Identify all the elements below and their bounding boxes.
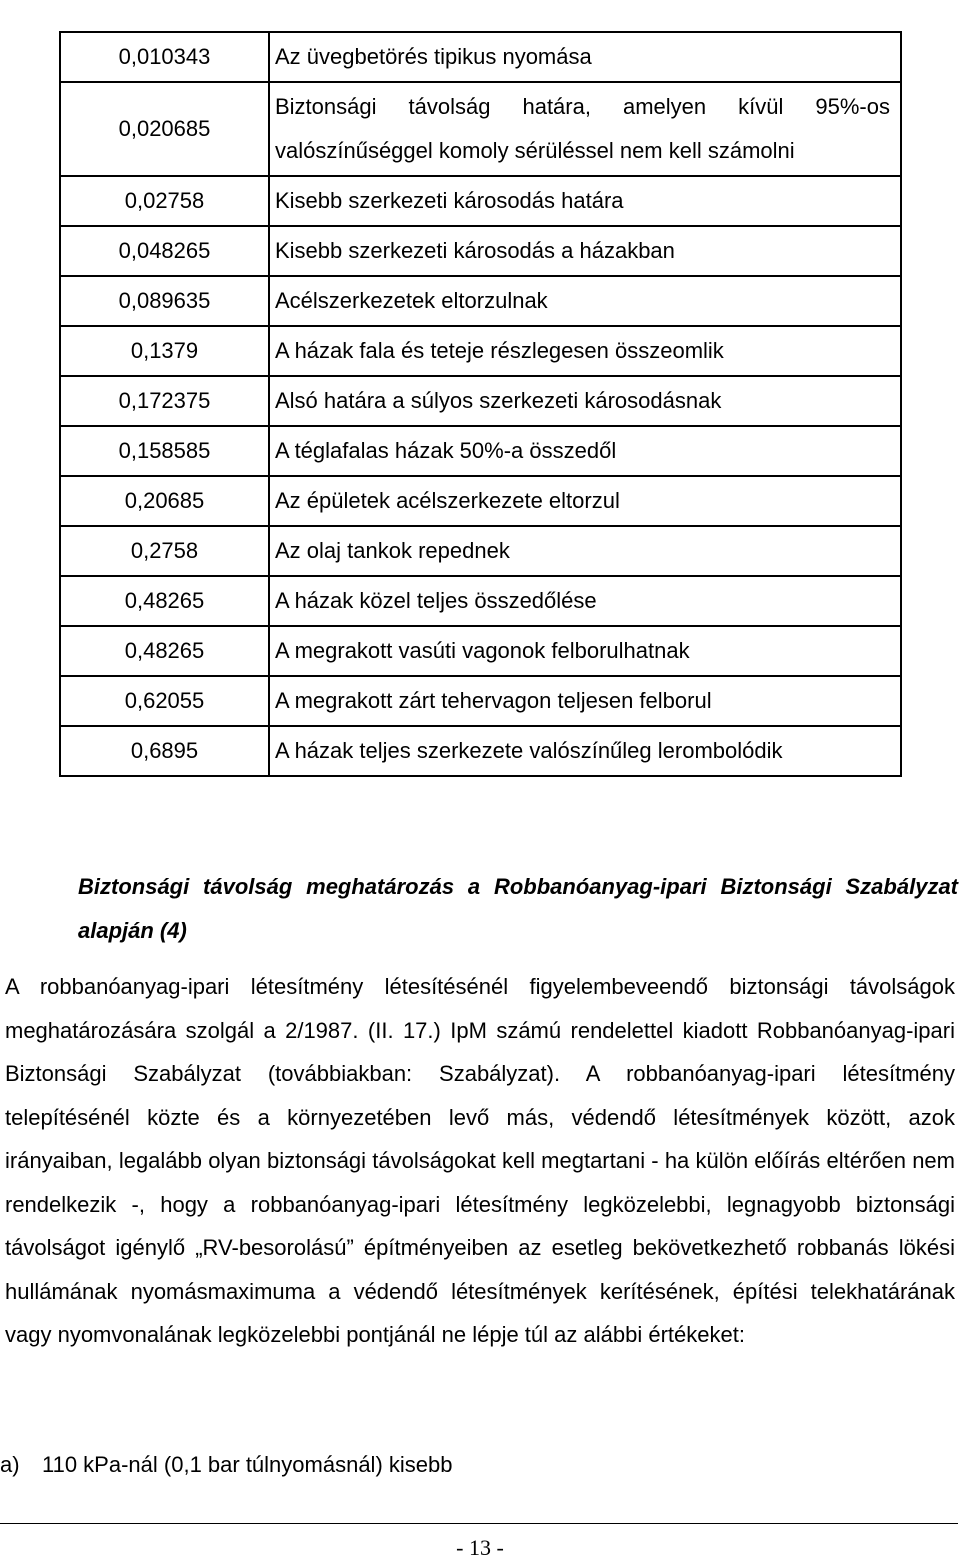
effect-description-cell: A házak fala és teteje részlegesen összeomlik xyxy=(269,326,901,376)
section-heading: Biztonsági távolság meghatározás a Robbanóanyag-ipari Biztonsági Szabályzat alapján (4) xyxy=(78,874,958,943)
table-row xyxy=(60,226,901,276)
footer-divider xyxy=(0,1523,958,1524)
table-row xyxy=(60,476,901,526)
effect-description-cell: Az olaj tankok repednek xyxy=(269,526,901,576)
page-number: - 13 - xyxy=(456,1535,504,1560)
pressure-value-cell: 0,089635 xyxy=(60,276,269,326)
effect-description-cell: Az üvegbetörés tipikus nyomása xyxy=(269,32,901,82)
pressure-value-cell: 0,6895 xyxy=(60,726,269,776)
effect-description-cell: A megrakott vasúti vagonok felborulhatnak xyxy=(269,626,901,676)
table-row xyxy=(60,676,901,726)
table-row xyxy=(60,82,901,176)
pressure-value-cell: 0,48265 xyxy=(60,576,269,626)
pressure-value-cell: 0,48265 xyxy=(60,626,269,676)
pressure-value-cell: 0,20685 xyxy=(60,476,269,526)
pressure-value-cell: 0,158585 xyxy=(60,426,269,476)
table-row xyxy=(60,576,901,626)
effect-description-cell: Biztonsági távolság határa, amelyen kívül 95%-os valószínűséggel komoly sérüléssel nem kell számolni xyxy=(269,82,901,176)
table-row xyxy=(60,326,901,376)
table-row xyxy=(60,526,901,576)
table-row xyxy=(60,32,901,82)
table-row xyxy=(60,726,901,776)
effect-description-cell: A házak teljes szerkezete valószínűleg lerombolódik xyxy=(269,726,901,776)
body-paragraph: A robbanóanyag-ipari létesítmény létesítésénél figyelembeveendő biztonsági távolságok meghatározására szolgál a 2/1987. (II. 17.) IpM számú rendelettel kiadott Robbanóanyag-ipari Biztonsági Szabályzat (továbbiakban: Szabályzat). A robbanóanyag-ipari létesítmény telepítésénél közte és a környezetében levő más, védendő létesítmények között, azok irányaiban, legalább olyan biztonsági távolságokat kell megtartani - ha külön előírás eltérően nem rendelkezik -, hogy a robbanóanyag-ipari létesítmény legközelebbi, legnagyobb biztonsági távolságot igénylő „RV-besorolású” építményeiben az esetleg bekövetkezhető robbanás lökési hullámának nyomásmaximuma a védendő létesítmények kerítésének, építési telekhatárának vagy nyomvonalának legközelebbi pontjánál ne lépje túl az alábbi értékeket: xyxy=(5,974,955,1347)
pressure-value-cell: 0,1379 xyxy=(60,326,269,376)
pressure-value-cell: 0,172375 xyxy=(60,376,269,426)
pressure-value-cell: 0,010343 xyxy=(60,32,269,82)
effect-description-cell: A házak közel teljes összedőlése xyxy=(269,576,901,626)
effect-description-cell: A megrakott zárt tehervagon teljesen felborul xyxy=(269,676,901,726)
effect-description-cell: Az épületek acélszerkezete eltorzul xyxy=(269,476,901,526)
table-row xyxy=(60,626,901,676)
table-row xyxy=(60,376,901,426)
effect-description-cell: Alsó határa a súlyos szerkezeti károsodásnak xyxy=(269,376,901,426)
table-row xyxy=(60,426,901,476)
list-item-marker: a) xyxy=(0,1452,20,1477)
effect-description-cell: A téglafalas házak 50%-a összedől xyxy=(269,426,901,476)
pressure-value-cell: 0,02758 xyxy=(60,176,269,226)
list-item-text: 110 kPa-nál (0,1 bar túlnyomásnál) kisebb xyxy=(42,1452,453,1477)
list-item xyxy=(0,1443,452,1487)
pressure-value-cell: 0,62055 xyxy=(60,676,269,726)
pressure-value-cell: 0,020685 xyxy=(60,82,269,176)
effect-description-cell: Acélszerkezetek eltorzulnak xyxy=(269,276,901,326)
table-row xyxy=(60,276,901,326)
table-row xyxy=(60,176,901,226)
pressure-effects-table xyxy=(59,31,902,777)
effect-description-cell: Kisebb szerkezeti károsodás határa xyxy=(269,176,901,226)
pressure-value-cell: 0,2758 xyxy=(60,526,269,576)
effect-description-cell: Kisebb szerkezeti károsodás a házakban xyxy=(269,226,901,276)
pressure-value-cell: 0,048265 xyxy=(60,226,269,276)
